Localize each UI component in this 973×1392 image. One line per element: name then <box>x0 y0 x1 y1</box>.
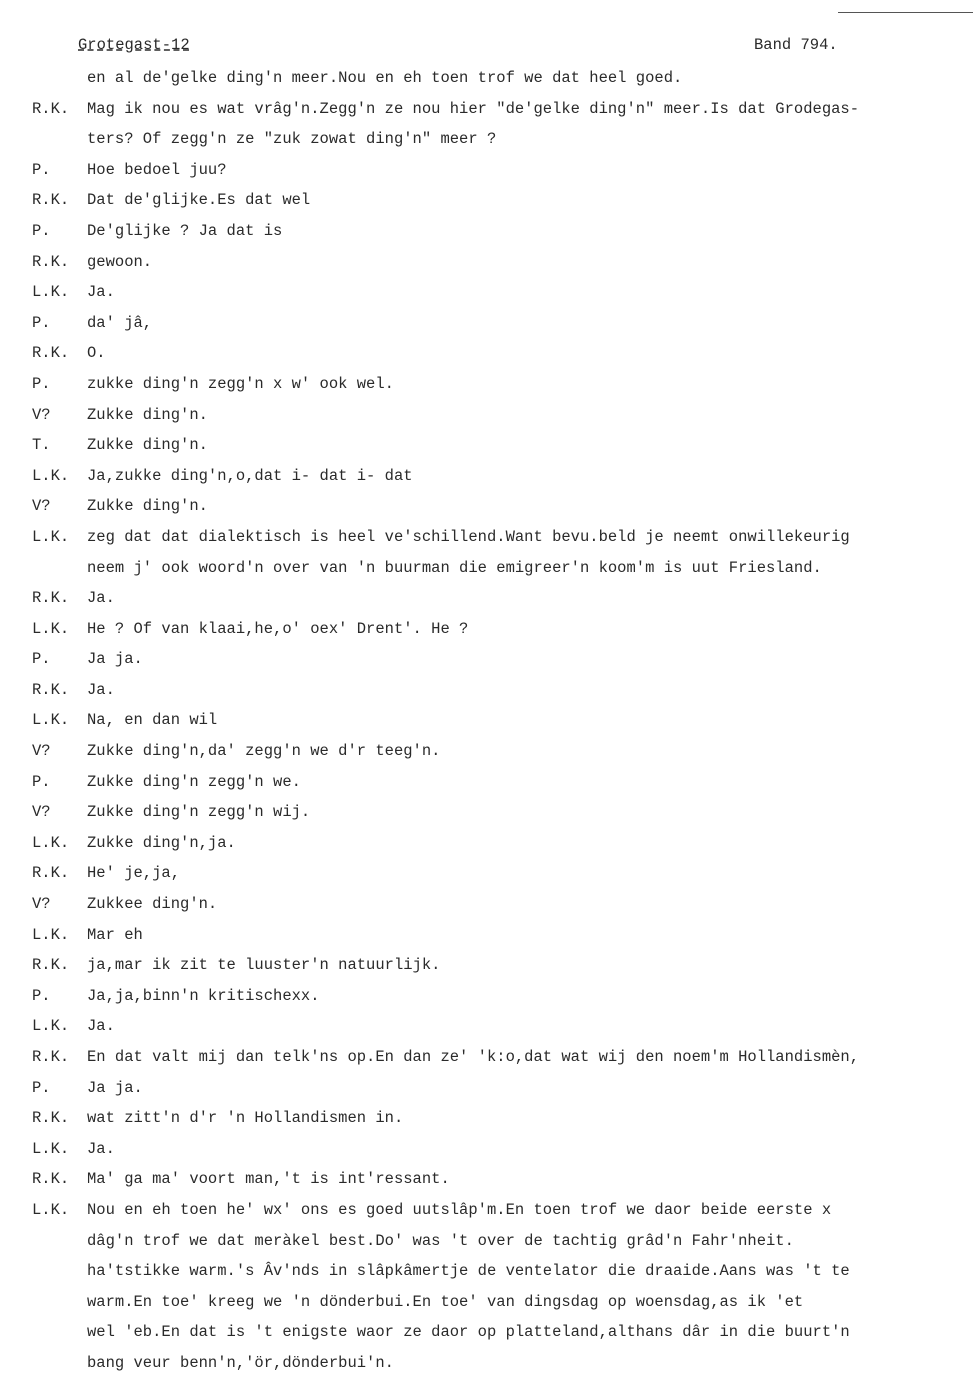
transcript-line <box>0 430 973 461</box>
utterance-text: Ma' ga ma' voort man,'t is int'ressant. <box>87 1170 450 1189</box>
speaker-label: R.K. <box>32 956 70 975</box>
speaker-label: P. <box>32 374 51 393</box>
transcript-line <box>0 1042 973 1073</box>
transcript-line <box>0 216 973 247</box>
utterance-text: Mag ik nou es wat vrâg'n.Zegg'n ze nou hier "de'gelke ding'n" meer.Is dat Grodegas- <box>87 99 860 118</box>
speaker-label: L.K. <box>32 833 70 852</box>
speaker-label: V? <box>32 405 51 424</box>
speaker-label: L.K. <box>32 1139 70 1158</box>
top-rule <box>838 12 973 13</box>
speaker-label: L.K. <box>32 619 70 638</box>
speaker-label: R.K. <box>32 1109 70 1128</box>
utterance-text: da' jâ, <box>87 313 153 332</box>
utterance-text: bang veur benn'n,'ör,dönderbui'n. <box>87 1353 394 1372</box>
utterance-text: dâg'n trof we dat meràkel best.Do' was 't over de tachtig grâd'n Fahr'nheit. <box>87 1231 794 1250</box>
speaker-label: P. <box>32 221 51 240</box>
speaker-label: V? <box>32 742 51 761</box>
transcript-line <box>0 920 973 951</box>
transcript-line <box>0 797 973 828</box>
utterance-text: Zukke ding'n zegg'n we. <box>87 772 301 791</box>
transcript-line <box>0 889 973 920</box>
utterance-text: He' je,ja, <box>87 864 181 883</box>
utterance-text: ters? Of zegg'n ze "zuk zowat ding'n" meer ? <box>87 130 497 149</box>
utterance-text: Ja,ja,binn'n kritischexx. <box>87 986 320 1005</box>
transcript-line <box>0 1103 973 1134</box>
speaker-label: P. <box>32 313 51 332</box>
utterance-text: zeg dat dat dialektisch is heel ve'schillend.Want bevu.beld je neemt onwillekeurig <box>87 527 850 546</box>
utterance-text: Ja. <box>87 589 115 608</box>
speaker-label: L.K. <box>32 1017 70 1036</box>
transcript-line <box>0 1348 973 1379</box>
transcript-line <box>0 1073 973 1104</box>
transcript-line <box>0 614 973 645</box>
utterance-text: zukke ding'n zegg'n x w' ook wel. <box>87 374 394 393</box>
speaker-label: L.K. <box>32 1200 70 1219</box>
transcript-line <box>0 1226 973 1257</box>
transcript-line <box>0 981 973 1012</box>
speaker-label: R.K. <box>32 191 70 210</box>
utterance-text: Zukkee ding'n. <box>87 895 218 914</box>
transcript-line <box>0 94 973 125</box>
utterance-text: Na, en dan wil <box>87 711 218 730</box>
utterance-text: Ja. <box>87 1139 115 1158</box>
transcript-line <box>0 553 973 584</box>
transcript-line <box>0 491 973 522</box>
speaker-label: R.K. <box>32 344 70 363</box>
utterance-text: De'glijke ? Ja dat is <box>87 221 283 240</box>
speaker-label: P. <box>32 1078 51 1097</box>
utterance-text: Ja ja. <box>87 650 143 669</box>
transcript-line <box>0 1195 973 1226</box>
utterance-text: Ja. <box>87 1017 115 1036</box>
transcript-line <box>0 675 973 706</box>
transcript-line <box>0 155 973 186</box>
utterance-text: Zukke ding'n zegg'n wij. <box>87 803 311 822</box>
utterance-text: En dat valt mij dan telk'ns op.En dan ze' 'k:o,dat wat wij den noem'm Hollandismèn, <box>87 1048 860 1066</box>
transcript-line <box>0 1256 973 1287</box>
utterance-text: He ? Of van klaai,he,o' oex' Drent'. He ? <box>87 619 469 638</box>
utterance-text: Ja,zukke ding'n,o,dat i- dat i- dat <box>87 466 413 485</box>
speaker-label: V? <box>32 497 51 516</box>
utterance-text: Ja ja. <box>87 1078 143 1097</box>
utterance-text: ha'tstikke warm.'s Âv'nds in slâpkâmertje de ventelator die draaide.Aans was 't te <box>87 1262 850 1281</box>
speaker-label: P. <box>32 772 51 791</box>
transcript-line <box>0 277 973 308</box>
speaker-label: R.K. <box>32 589 70 608</box>
utterance-text: neem j' ook woord'n over van 'n buurman die emigreer'n koom'm is uut Friesland. <box>87 558 822 577</box>
speaker-label: R.K. <box>32 864 70 883</box>
speaker-label: R.K. <box>32 680 70 699</box>
transcript-line <box>0 185 973 216</box>
transcript-line <box>0 247 973 278</box>
transcript-line <box>0 124 973 155</box>
utterance-text: gewoon. <box>87 252 153 271</box>
speaker-label: L.K. <box>32 466 70 485</box>
speaker-label: P. <box>32 986 51 1005</box>
transcript-line <box>0 828 973 859</box>
speaker-label: L.K. <box>32 283 70 302</box>
transcript-line <box>0 338 973 369</box>
utterance-text: warm.En toe' kreeg we 'n dönderbui.En toe' van dingsdag op woensdag,as ik 'et <box>87 1292 804 1311</box>
utterance-text: Ja. <box>87 680 115 699</box>
page-header <box>0 36 973 58</box>
utterance-text: Mar eh <box>87 925 143 944</box>
speaker-label: L.K. <box>32 527 70 546</box>
utterance-text: Dat de'glijke.Es dat wel <box>87 191 311 210</box>
speaker-label: L.K. <box>32 711 70 730</box>
transcript-line <box>0 522 973 553</box>
transcript-line <box>0 400 973 431</box>
transcript-line <box>0 1134 973 1165</box>
speaker-label: T. <box>32 436 51 455</box>
utterance-text: O. <box>87 344 106 363</box>
transcript-line <box>0 1287 973 1318</box>
speaker-label: R.K. <box>32 1048 70 1066</box>
utterance-text: Zukke ding'n. <box>87 497 208 516</box>
transcript-line <box>0 461 973 492</box>
speaker-label: L.K. <box>32 925 70 944</box>
speaker-label: P. <box>32 160 51 179</box>
transcript-line <box>0 858 973 889</box>
band-number: Band 794. <box>754 36 838 54</box>
transcript-line <box>0 1317 973 1348</box>
transcript-line <box>0 1164 973 1195</box>
utterance-text: Ja. <box>87 283 115 302</box>
speaker-label: V? <box>32 803 51 822</box>
utterance-text: Zukke ding'n,da' zegg'n we d'r teeg'n. <box>87 742 441 761</box>
document-title: Grotegast-12 <box>78 36 190 54</box>
transcript-line <box>0 583 973 614</box>
utterance-text: wel 'eb.En dat is 't enigste waor ze daor op platteland,althans dâr in die buurt'n <box>87 1323 850 1342</box>
utterance-text: Zukke ding'n. <box>87 405 208 424</box>
speaker-label: R.K. <box>32 99 70 118</box>
speaker-label: R.K. <box>32 1170 70 1189</box>
transcript-line <box>0 705 973 736</box>
utterance-text: en al de'gelke ding'n meer.Nou en eh toen trof we dat heel goed. <box>87 69 683 87</box>
speaker-label: R.K. <box>32 252 70 271</box>
utterance-text: Hoe bedoel juu? <box>87 160 227 179</box>
transcript-line <box>0 767 973 798</box>
utterance-text: wat zitt'n d'r 'n Hollandismen in. <box>87 1109 404 1128</box>
utterance-text: Zukke ding'n. <box>87 436 208 455</box>
transcript <box>0 63 973 1379</box>
speaker-label: V? <box>32 895 51 914</box>
transcript-line <box>0 950 973 981</box>
utterance-text: ja,mar ik zit te luuster'n natuurlijk. <box>87 956 441 975</box>
transcript-line <box>0 308 973 339</box>
utterance-text: Nou en eh toen he' wx' ons es goed uutslâp'm.En toen trof we daor beide eerste x <box>87 1200 832 1219</box>
transcript-line <box>0 1011 973 1042</box>
speaker-label: P. <box>32 650 51 669</box>
transcript-line <box>0 644 973 675</box>
transcript-line <box>0 369 973 400</box>
transcript-line <box>0 63 973 94</box>
transcript-line <box>0 736 973 767</box>
utterance-text: Zukke ding'n,ja. <box>87 833 236 852</box>
